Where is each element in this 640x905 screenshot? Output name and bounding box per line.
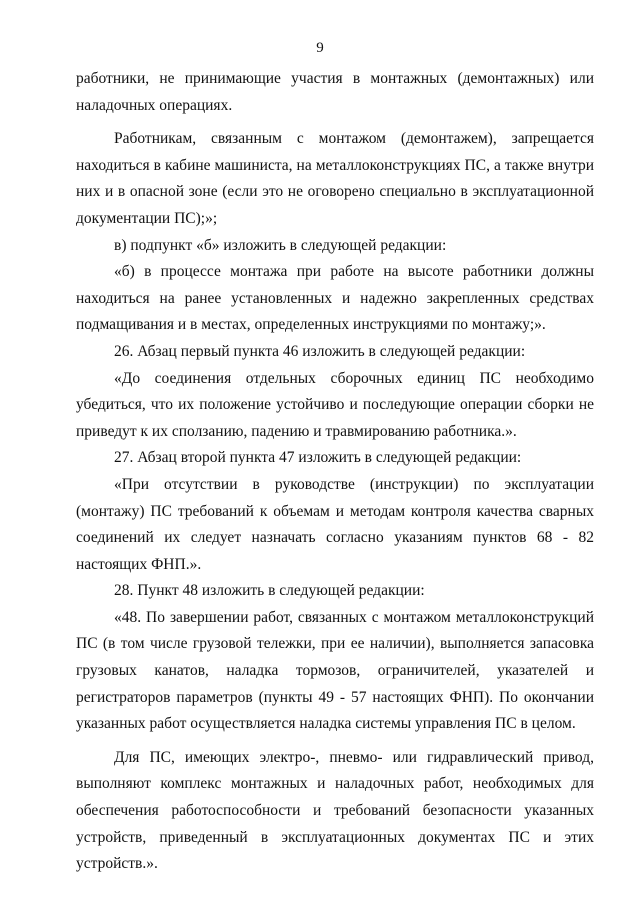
paragraph-item-26-text: «До соединения отдельных сборочных единиц ПС необходимо убедиться, что их положение устойчиво и последующие операции сборки не приведут к их сползанию, падению и травмированию работника.». (76, 369, 594, 440)
paragraph-item-27-intro: 27. Абзац второй пункта 47 изложить в следующей редакции: (114, 449, 522, 467)
paragraph-workers-prohibition: Работникам, связанным с монтажом (демонтажем), запрещается находиться в кабине машиниста, на металлоконструкциях ПС, а также внутри них и в опасной зоне (если это не оговорено специально в эксплуатационной документации ПС);»; (76, 130, 594, 227)
paragraph-subpoint-b-text: «б) в процессе монтажа при работе на высоте работники должны находиться на ранее установленных и надежно закрепленных средствах подмащивания и в местах, определенных инструкциями по монтажу;». (76, 263, 594, 334)
paragraph-workers-continuation: работники, не принимающие участия в монтажных (демонтажных) или наладочных операциях. (76, 70, 594, 114)
paragraph-drive-types-text: Для ПС, имеющих электро-, пневмо- или гидравлический привод, выполняют комплекс монтажных и наладочных работ, необходимых для обеспечения работоспособности и требований безопасности указанных устройств, приведенный в эксплуатационных документах ПС и этих устройств.». (76, 748, 594, 873)
paragraph-item-26-intro: 26. Абзац первый пункта 46 изложить в следующей редакции: (114, 342, 526, 360)
paragraph-item-28-intro: 28. Пункт 48 изложить в следующей редакции: (114, 582, 425, 600)
paragraph-item-48-text: «48. По завершении работ, связанных с монтажом металлоконструкций ПС (в том числе грузовой тележки, при ее наличии), выполняется запасовка грузовых канатов, наладка тормозов, ограничителей, указателей и регистраторов параметров (пункты 49 - 57 настоящих ФНП). По окончании указанных работ осуществляется наладка системы управления ПС в целом. (76, 608, 594, 733)
document-body (76, 66, 594, 878)
paragraph-item-27-text: «При отсутствии в руководстве (инструкции) по эксплуатации (монтажу) ПС требований к объемам и методам контроля качества сварных соединений их следует назначать согласно указаниям пунктов 68 - 82 настоящих ФНП.». (76, 475, 594, 573)
page-number: 9 (316, 40, 324, 56)
paragraph-subpoint-b-intro: в) подпункт «б» изложить в следующей редакции: (114, 236, 447, 254)
